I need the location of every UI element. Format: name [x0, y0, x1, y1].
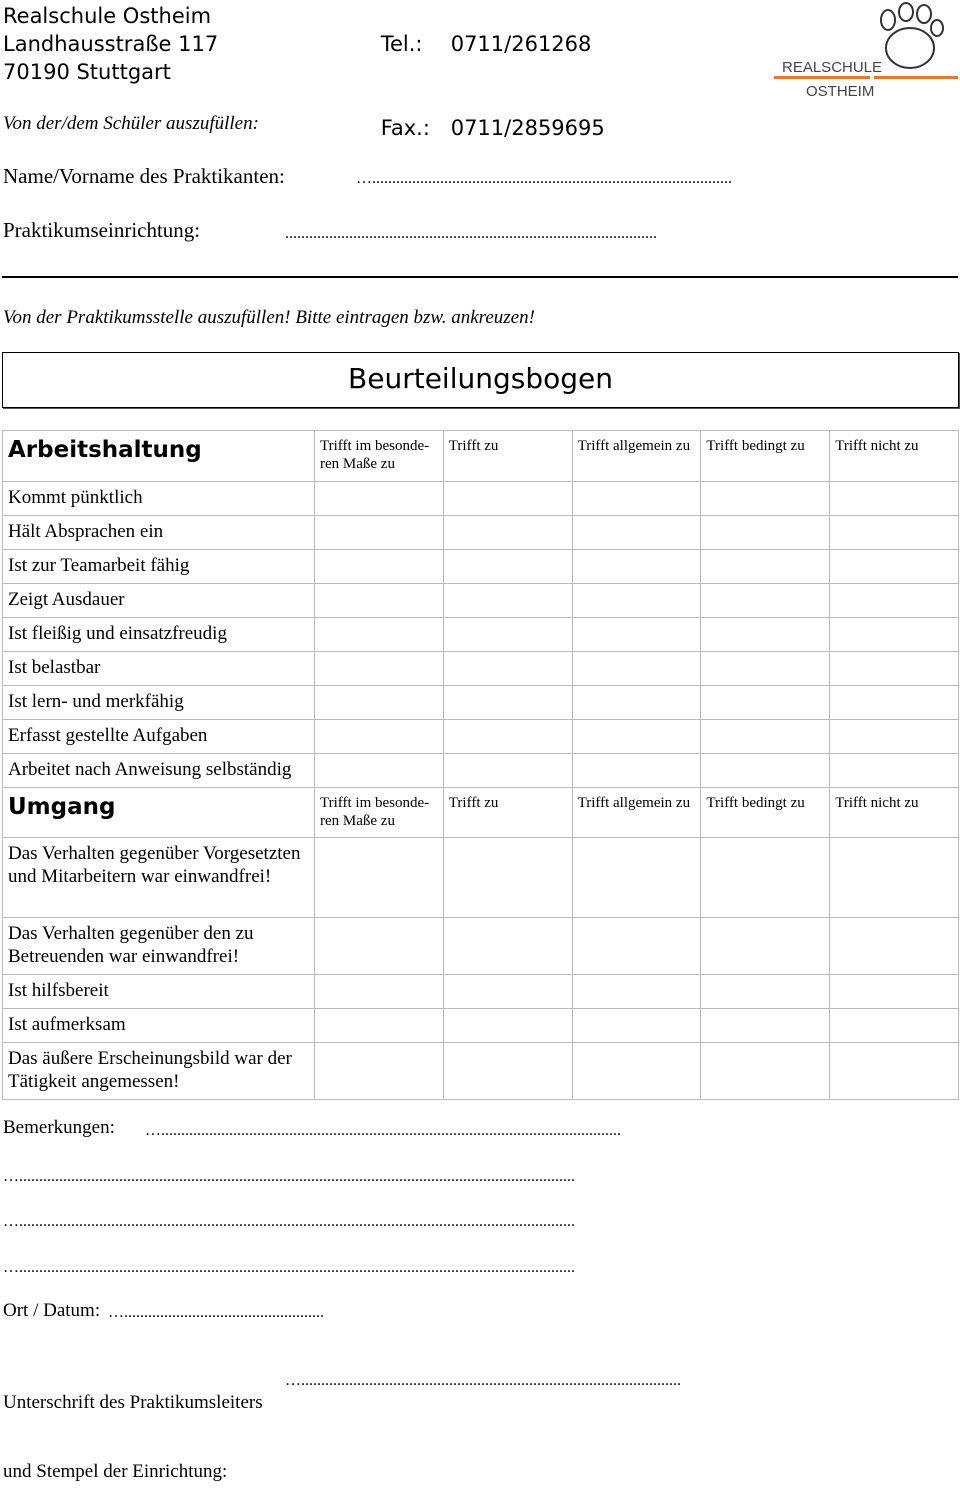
rating-cell[interactable]: [701, 754, 830, 788]
rating-cell[interactable]: [830, 584, 959, 618]
criterion-row: [3, 652, 959, 686]
criterion-row: [3, 975, 959, 1009]
criterion-label: Ist fleißig und einsatzfreudig: [3, 618, 315, 652]
remarks-line[interactable]: …...........................................................................................................................................: [3, 1259, 575, 1276]
rating-cell[interactable]: [443, 652, 572, 686]
column-header: Trifft im besonde-ren Maße zu: [315, 788, 444, 838]
school-city: 70190 Stuttgart: [3, 60, 171, 84]
rating-cell[interactable]: [830, 838, 959, 918]
school-contact: [354, 2, 605, 170]
rating-cell[interactable]: [315, 1043, 444, 1100]
place-date-field[interactable]: …..................................................: [108, 1304, 324, 1321]
rating-cell[interactable]: [572, 754, 701, 788]
criterion-row: [3, 754, 959, 788]
rating-cell[interactable]: [443, 482, 572, 516]
rating-cell[interactable]: [572, 1043, 701, 1100]
column-header: Trifft nicht zu: [830, 788, 959, 838]
rating-cell[interactable]: [701, 838, 830, 918]
phone-number: 0711/261268: [450, 32, 592, 56]
rating-cell[interactable]: [443, 838, 572, 918]
rating-cell[interactable]: [443, 686, 572, 720]
rating-cell[interactable]: [315, 838, 444, 918]
company-label: Praktikumseinrichtung:: [3, 218, 201, 242]
criterion-label: Ist aufmerksam: [3, 1009, 315, 1043]
rating-cell[interactable]: [830, 720, 959, 754]
criterion-label: Ist zur Teamarbeit fähig: [3, 550, 315, 584]
section-header-row: [3, 788, 959, 838]
column-header: Trifft nicht zu: [830, 431, 959, 482]
rating-cell[interactable]: [701, 1009, 830, 1043]
rating-cell[interactable]: [572, 550, 701, 584]
school-logo: [770, 2, 960, 102]
remarks-field[interactable]: …...................................................................................................................: [145, 1122, 621, 1139]
rating-cell[interactable]: [315, 516, 444, 550]
criterion-row: [3, 516, 959, 550]
intern-name-field[interactable]: …..........................................................................................: [356, 170, 732, 187]
criterion-label: Zeigt Ausdauer: [3, 584, 315, 618]
rating-cell[interactable]: [830, 482, 959, 516]
criterion-label: Kommt pünktlich: [3, 482, 315, 516]
rating-cell[interactable]: [830, 918, 959, 975]
criterion-label: Ist hilfsbereit: [3, 975, 315, 1009]
rating-cell[interactable]: [315, 618, 444, 652]
form-title-box: [2, 352, 959, 408]
rating-cell[interactable]: [315, 584, 444, 618]
column-header: Trifft allgemein zu: [572, 788, 701, 838]
rating-table: [2, 430, 959, 1100]
rating-cell[interactable]: [443, 584, 572, 618]
rating-cell[interactable]: [572, 686, 701, 720]
rating-cell[interactable]: [701, 1043, 830, 1100]
rating-cell[interactable]: [701, 686, 830, 720]
criterion-label: Arbeitet nach Anweisung selbständig: [3, 754, 315, 788]
place-date-label: Ort / Datum:: [3, 1300, 101, 1321]
rating-cell[interactable]: [830, 618, 959, 652]
rating-cell[interactable]: [315, 975, 444, 1009]
rating-cell[interactable]: [572, 584, 701, 618]
rating-cell[interactable]: [315, 686, 444, 720]
phone-row: [354, 2, 605, 86]
section-divider: [2, 276, 958, 278]
criterion-label: Das Verhalten gegenüber den zu Betreuenden war einwandfrei!: [3, 918, 315, 975]
rating-cell[interactable]: [572, 516, 701, 550]
logo-text-line2: OSTHEIM: [806, 83, 875, 100]
rating-cell[interactable]: [572, 618, 701, 652]
rating-cell[interactable]: [443, 516, 572, 550]
column-header: Trifft bedingt zu: [701, 431, 830, 482]
rating-cell[interactable]: [443, 720, 572, 754]
paw-icon: [881, 3, 943, 68]
rating-cell[interactable]: [315, 482, 444, 516]
rating-cell[interactable]: [572, 482, 701, 516]
rating-cell[interactable]: [701, 482, 830, 516]
logo-accent-bar-right: [874, 76, 958, 79]
student-instruction: Von der/dem Schüler auszufüllen:: [3, 113, 259, 134]
rating-cell[interactable]: [572, 918, 701, 975]
school-address: [3, 2, 218, 86]
column-header: Trifft im besonde-ren Maße zu: [315, 431, 444, 482]
rating-cell[interactable]: [701, 550, 830, 584]
criterion-label: Hält Absprachen ein: [3, 516, 315, 550]
rating-cell[interactable]: [315, 1009, 444, 1043]
rating-cell[interactable]: [830, 975, 959, 1009]
rating-cell[interactable]: [443, 1043, 572, 1100]
criterion-row: [3, 918, 959, 975]
column-header: Trifft zu: [443, 788, 572, 838]
fax-row: [354, 86, 605, 170]
criterion-row: [3, 584, 959, 618]
criterion-row: [3, 1009, 959, 1043]
rating-cell[interactable]: [701, 618, 830, 652]
criterion-label: Erfasst gestellte Aufgaben: [3, 720, 315, 754]
signature-label-line1: Unterschrift des Praktikumsleiters: [3, 1392, 263, 1413]
criterion-label: Das Verhalten gegenüber Vorgesetzten und Mitarbeitern war einwandfrei!: [3, 838, 315, 918]
signature-label: [3, 1345, 263, 1506]
form-title: Beurteilungsbogen: [348, 362, 613, 395]
rating-cell[interactable]: [315, 652, 444, 686]
criterion-row: [3, 838, 959, 918]
rating-cell[interactable]: [701, 652, 830, 686]
phone-label: Tel.:: [380, 32, 423, 56]
school-name: Realschule Ostheim: [3, 4, 212, 28]
rating-cell[interactable]: [572, 838, 701, 918]
criterion-row: [3, 618, 959, 652]
rating-cell[interactable]: [572, 1009, 701, 1043]
remarks-line[interactable]: …...........................................................................................................................................: [3, 1168, 575, 1185]
rating-cell[interactable]: [830, 754, 959, 788]
rating-cell[interactable]: [443, 550, 572, 584]
rating-cell[interactable]: [443, 1009, 572, 1043]
criterion-row: [3, 1043, 959, 1100]
company-instruction: Von der Praktikumsstelle auszufüllen! Bitte eintragen bzw. ankreuzen!: [3, 307, 535, 328]
rating-cell[interactable]: [443, 754, 572, 788]
company-field[interactable]: .............................................................................................: [285, 225, 657, 242]
fax-label: Fax.:: [380, 116, 430, 140]
rating-cell[interactable]: [315, 754, 444, 788]
criterion-row: [3, 550, 959, 584]
rating-cell[interactable]: [830, 550, 959, 584]
section-title: Umgang: [3, 788, 315, 838]
rating-cell[interactable]: [701, 720, 830, 754]
criterion-label: Ist lern- und merkfähig: [3, 686, 315, 720]
fax-number: 0711/2859695: [450, 116, 605, 140]
school-street: Landhausstraße 117: [3, 32, 219, 56]
rating-cell[interactable]: [572, 652, 701, 686]
rating-cell[interactable]: [830, 516, 959, 550]
rating-cell[interactable]: [315, 550, 444, 584]
column-header: Trifft zu: [443, 431, 572, 482]
section-header-row: [3, 431, 959, 482]
rating-cell[interactable]: [701, 918, 830, 975]
criterion-row: [3, 686, 959, 720]
rating-cell[interactable]: [701, 975, 830, 1009]
column-header: Trifft allgemein zu: [572, 431, 701, 482]
rating-cell[interactable]: [572, 720, 701, 754]
signature-label-line2: und Stempel der Einrichtung:: [3, 1461, 228, 1482]
rating-cell[interactable]: [701, 516, 830, 550]
intern-name-label: Name/Vorname des Praktikanten:: [3, 164, 285, 188]
remarks-label: Bemerkungen:: [3, 1117, 115, 1138]
criterion-label: Ist belastbar: [3, 652, 315, 686]
rating-cell[interactable]: [443, 918, 572, 975]
rating-cell[interactable]: [830, 686, 959, 720]
criterion-label: Das äußere Erscheinungsbild war der Tätigkeit angemessen!: [3, 1043, 315, 1100]
rating-cell[interactable]: [443, 618, 572, 652]
section-title: Arbeitshaltung: [3, 431, 315, 482]
rating-cell[interactable]: [315, 918, 444, 975]
criterion-row: [3, 720, 959, 754]
rating-cell[interactable]: [830, 1043, 959, 1100]
criterion-row: [3, 482, 959, 516]
rating-cell[interactable]: [701, 584, 830, 618]
rating-cell[interactable]: [315, 720, 444, 754]
rating-cell[interactable]: [830, 652, 959, 686]
rating-cell[interactable]: [572, 975, 701, 1009]
remarks-line[interactable]: …...........................................................................................................................................: [3, 1213, 575, 1230]
logo-accent-bar: [774, 76, 870, 79]
signature-field[interactable]: …...............................................................................................: [285, 1372, 681, 1389]
rating-cell[interactable]: [830, 1009, 959, 1043]
rating-cell[interactable]: [443, 975, 572, 1009]
column-header: Trifft bedingt zu: [701, 788, 830, 838]
logo-text-line1: REALSCHULE: [782, 59, 883, 76]
